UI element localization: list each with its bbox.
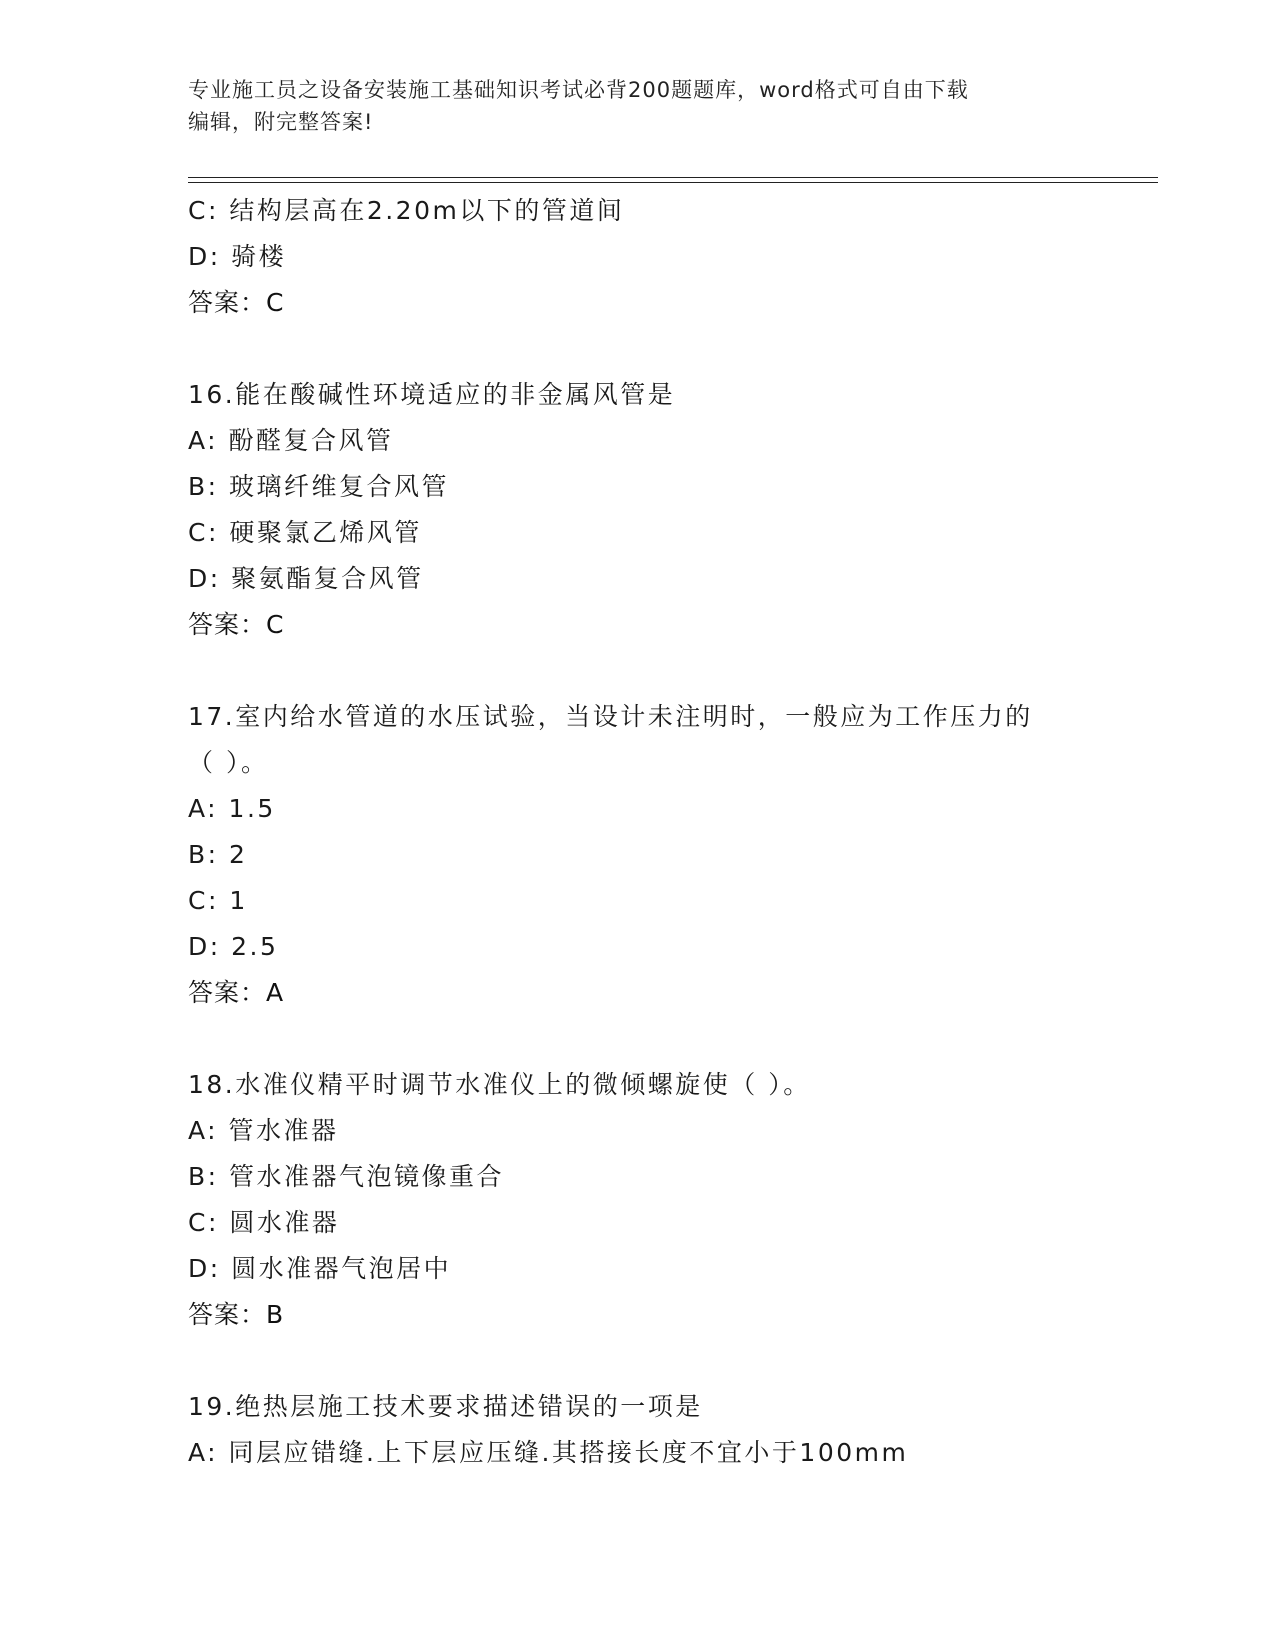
answer-label: 答案：A [188,978,285,1007]
question-stem: 18.水准仪精平时调节水准仪上的微倾螺旋使（ ）。 [188,1070,811,1099]
option-d: D: 骑楼 [188,242,287,271]
spacer [188,1016,1088,1062]
answer-label: 答案：C [188,288,285,317]
header-line-2: 编辑，附完整答案! [188,110,374,134]
header-line-1: 专业施工员之设备安装施工基础知识考试必背200题题库，word格式可自由下载 [188,78,969,102]
option-a: A: 酚醛复合风管 [188,426,394,455]
option-a: A: 1.5 [188,794,276,823]
spacer [188,326,1088,372]
option-c: C: 1 [188,886,248,915]
question-stem-line-2: （ ）。 [188,748,269,777]
option-b: B: 管水准器气泡镜像重合 [188,1162,505,1191]
document-header [188,74,1088,138]
spacer [188,648,1088,694]
question-19 [188,1384,1088,1476]
question-stem: 19.绝热层施工技术要求描述错误的一项是 [188,1392,703,1421]
answer-label: 答案：B [188,1300,285,1329]
question-15-fragment [188,188,1088,326]
option-c: C: 结构层高在2.20m以下的管道间 [188,196,625,225]
header-divider-bottom [188,182,1158,183]
option-d: D: 2.5 [188,932,279,961]
option-c: C: 圆水准器 [188,1208,340,1237]
option-d: D: 圆水准器气泡居中 [188,1254,452,1283]
question-stem-line-1: 17.室内给水管道的水压试验，当设计未注明时，一般应为工作压力的 [188,702,1033,731]
answer-label: 答案：C [188,610,285,639]
question-17 [188,694,1088,1016]
option-a: A: 管水准器 [188,1116,339,1145]
option-c: C: 硬聚氯乙烯风管 [188,518,422,547]
spacer [188,1338,1088,1384]
question-stem: 16.能在酸碱性环境适应的非金属风管是 [188,380,676,409]
question-list [188,188,1088,1476]
question-16 [188,372,1088,648]
option-d: D: 聚氨酯复合风管 [188,564,424,593]
header-divider-top [188,177,1158,178]
option-b: B: 2 [188,840,248,869]
option-b: B: 玻璃纤维复合风管 [188,472,450,501]
question-18 [188,1062,1088,1338]
option-a: A: 同层应错缝.上下层应压缝.其搭接长度不宜小于100mm [188,1438,909,1467]
